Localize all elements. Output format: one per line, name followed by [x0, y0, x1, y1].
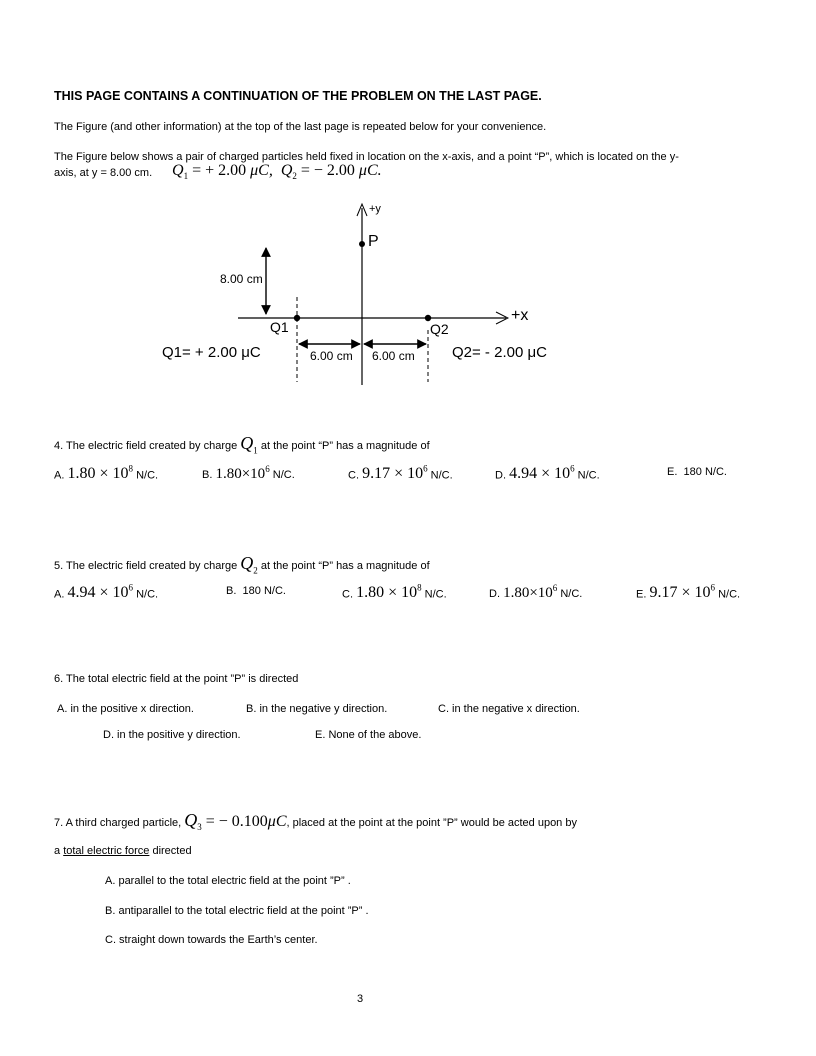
option-mantissa: 9.17 × 10: [362, 465, 424, 483]
question-5-option-a[interactable]: [54, 583, 158, 602]
question-5-option-b[interactable]: [226, 585, 286, 597]
option-value: [509, 465, 575, 482]
option-mantissa: 4.94 × 10: [509, 465, 571, 483]
q3-subscript: 3: [197, 822, 202, 833]
option-unit: N/C.: [430, 469, 453, 482]
q2-unit: μC.: [358, 162, 382, 179]
option-letter: C.: [342, 588, 353, 601]
option-letter: D.: [489, 588, 500, 600]
q1-subscript: 1: [183, 171, 189, 182]
question-4-stem: [54, 433, 430, 456]
option-letter: B.: [202, 469, 213, 481]
question-7-stem-post: , placed at the point at the point ”P” would be acted upon by: [286, 817, 577, 829]
page-title: THIS PAGE CONTAINS A CONTINUATION OF THE PROBLEM ON THE LAST PAGE.: [54, 89, 542, 103]
q1-label: Q1: [270, 319, 289, 335]
q2-value: = − 2.00: [300, 162, 355, 179]
question-4-charge-symbol: Q: [240, 433, 254, 453]
q1-unit: μC,: [250, 162, 273, 179]
q2-value-label: Q2= - 2.00 μC: [452, 344, 547, 361]
question-5-stem-post: at the point “P” has a magnitude of: [260, 560, 430, 572]
option-value: [215, 466, 269, 482]
left-distance-label: 6.00 cm: [310, 349, 353, 363]
question-7-stem: [54, 810, 577, 832]
option-exponent: 6: [128, 583, 133, 593]
question-7-line2-post: directed: [152, 845, 192, 857]
option-mantissa: 9.17 × 10: [649, 584, 711, 602]
option-unit: N/C.: [560, 588, 583, 600]
question-4-option-b[interactable]: [202, 464, 295, 483]
option-unit: N/C.: [424, 588, 447, 601]
question-4-charge: [240, 433, 258, 456]
plus-x-label: +x: [511, 307, 529, 324]
option-text: 180 N/C.: [683, 466, 727, 478]
q3-symbol: Q: [184, 810, 198, 830]
option-value: [67, 465, 133, 482]
q2-symbol: Q: [280, 162, 293, 179]
question-7-option-c[interactable]: C. straight down towards the Earth’s center.: [105, 934, 318, 946]
option-exponent: 6: [265, 464, 270, 474]
q3-unit: μC: [267, 813, 287, 830]
option-exponent: 8: [128, 464, 133, 474]
page-number: 3: [357, 993, 364, 1005]
option-mantissa: 1.80×10: [503, 585, 553, 601]
question-4-option-c[interactable]: [348, 464, 453, 483]
option-letter: D.: [495, 469, 506, 482]
option-value: [503, 585, 557, 601]
question-5-charge: [240, 553, 258, 576]
question-4-option-a[interactable]: [54, 464, 158, 483]
question-7-line2-pre: a: [54, 845, 61, 857]
option-text: 180 N/C.: [242, 585, 286, 597]
q1-value: = + 2.00: [192, 162, 247, 179]
option-unit: N/C.: [136, 469, 159, 482]
option-unit: N/C.: [718, 588, 741, 601]
option-letter: A.: [54, 588, 65, 601]
option-exponent: 6: [570, 464, 575, 474]
question-5-option-e[interactable]: [636, 583, 740, 602]
option-letter: C.: [348, 469, 359, 482]
question-6-stem: 6. The total electric field at the point ”P” is directed: [54, 673, 299, 685]
option-mantissa: 4.94 × 10: [67, 584, 129, 602]
question-4-stem-pre: 4. The electric field created by charge: [54, 440, 238, 452]
question-7-line-2: [54, 845, 192, 857]
question-5-charge-subscript: 2: [253, 565, 258, 576]
right-distance-label: 6.00 cm: [372, 349, 415, 363]
question-4-stem-post: at the point “P” has a magnitude of: [260, 440, 430, 452]
question-7-charge: [184, 810, 287, 833]
description-line-1: The Figure below shows a pair of charged particles held fixed in location on the x-axis, and a point “P”, which is located on the y-: [54, 151, 679, 163]
question-6-option-e[interactable]: E. None of the above.: [315, 729, 422, 741]
option-exponent: 8: [417, 583, 422, 593]
question-5-stem: [54, 553, 430, 576]
q1-symbol: Q: [172, 162, 184, 179]
option-exponent: 6: [423, 464, 428, 474]
option-unit: N/C.: [577, 469, 600, 482]
intro-text: The Figure (and other information) at the top of the last page is repeated below for your convenience.: [54, 121, 547, 133]
question-7-option-b[interactable]: B. antiparallel to the total electric field at the point ”P” .: [105, 905, 369, 917]
question-4-option-d[interactable]: [495, 464, 600, 483]
option-value: [67, 584, 133, 601]
option-value: [356, 584, 422, 601]
question-4-charge-subscript: 1: [253, 445, 258, 456]
option-value: [362, 465, 428, 482]
question-6-option-a[interactable]: A. in the positive x direction.: [57, 703, 194, 715]
question-6-option-c[interactable]: C. in the negative x direction.: [438, 703, 580, 715]
plus-y-label: +y: [369, 203, 381, 215]
option-letter: E.: [667, 466, 678, 478]
q2-subscript: 2: [292, 171, 297, 182]
option-letter: A.: [54, 469, 65, 482]
question-6-option-d[interactable]: D. in the positive y direction.: [103, 729, 241, 741]
option-value: [649, 584, 715, 601]
q1-value-label: Q1= + 2.00 μC: [162, 344, 261, 361]
question-7-option-a[interactable]: A. parallel to the total electric field at the point ”P” .: [105, 875, 351, 887]
point-p: [359, 241, 365, 247]
question-7-stem-pre: 7. A third charged particle,: [54, 817, 182, 829]
option-mantissa: 1.80 × 10: [356, 584, 418, 602]
option-exponent: 6: [552, 583, 558, 593]
question-5-stem-pre: 5. The electric field created by charge: [54, 560, 238, 572]
q2-label: Q2: [430, 321, 449, 337]
total-electric-force-underlined: total electric force: [63, 845, 150, 857]
height-label: 8.00 cm: [220, 272, 263, 286]
question-6-option-b[interactable]: B. in the negative y direction.: [246, 703, 388, 715]
q3-value: = − 0.100: [205, 813, 268, 830]
option-mantissa: 1.80×10: [215, 466, 266, 482]
charge-diagram: [0, 0, 816, 400]
question-5-charge-symbol: Q: [240, 553, 254, 573]
description-line-2: axis, at y = 8.00 cm.: [54, 167, 153, 179]
question-5-option-c[interactable]: [342, 583, 447, 602]
question-5-option-d[interactable]: [489, 583, 582, 602]
option-unit: N/C.: [136, 588, 159, 601]
option-letter: B.: [226, 585, 237, 597]
question-4-option-e[interactable]: [667, 466, 727, 478]
option-unit: N/C.: [272, 469, 295, 481]
point-p-label: P: [368, 233, 379, 250]
option-mantissa: 1.80 × 10: [67, 465, 129, 483]
option-letter: E.: [636, 588, 647, 601]
option-exponent: 6: [710, 583, 715, 593]
